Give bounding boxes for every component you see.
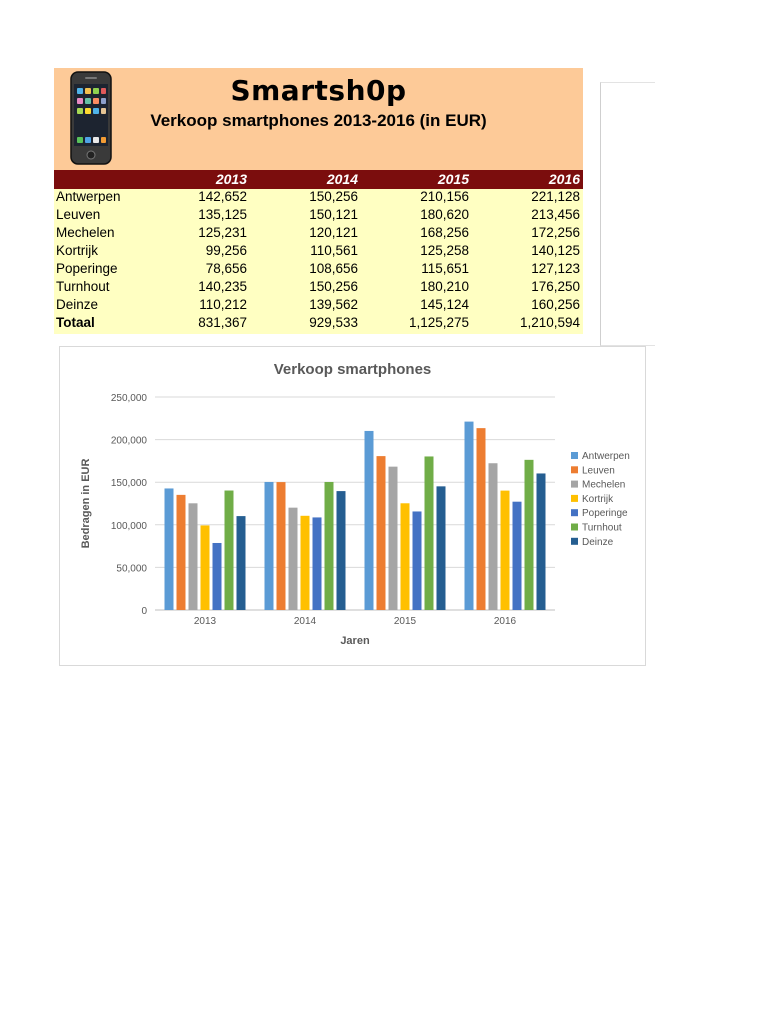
table-row [54, 189, 583, 207]
bar-kortrijk-2013 [201, 525, 210, 610]
bar-leuven-2015 [377, 456, 386, 610]
cell-value: 120,121 [309, 225, 358, 240]
legend-label: Kortrijk [582, 493, 614, 505]
bar-mechelen-2016 [489, 463, 498, 610]
table-row [54, 261, 583, 279]
cell-value: 115,651 [421, 261, 469, 276]
sheet-title: Smartsh0p [230, 74, 407, 107]
x-tick-label: 2014 [293, 616, 317, 627]
cell-value: 180,620 [420, 207, 469, 222]
bar-antwerpen-2016 [465, 422, 474, 610]
cell-value: 1,210,594 [519, 315, 580, 330]
cell-value: 78,656 [205, 261, 247, 276]
cell-value: 99,256 [205, 243, 247, 258]
bar-kortrijk-2014 [301, 516, 310, 610]
row-name: Poperinge [56, 261, 118, 276]
year-header-row [54, 170, 583, 189]
cell-value: 142,652 [198, 189, 247, 204]
year-header-2013: 2013 [215, 171, 247, 187]
legend-label: Turnhout [582, 522, 622, 534]
row-name: Turnhout [56, 279, 110, 294]
table-row [54, 207, 583, 225]
year-header-2014: 2014 [326, 171, 358, 187]
legend-swatch [571, 495, 578, 502]
chart-title: Verkoop smartphones [273, 361, 432, 378]
bar-leuven-2016 [477, 428, 486, 610]
y-tick-label: 0 [141, 606, 147, 617]
bar-kortrijk-2015 [401, 503, 410, 610]
cell-value: 140,125 [531, 243, 580, 258]
y-tick-label: 50,000 [116, 563, 147, 575]
y-axis-label: Bedragen in EUR [80, 458, 92, 549]
bar-antwerpen-2013 [165, 488, 174, 610]
bar-poperinge-2016 [513, 502, 522, 610]
legend-label: Poperinge [582, 508, 628, 520]
cell-value: 150,121 [309, 207, 358, 222]
bar-deinze-2013 [237, 516, 246, 610]
legend-label: Deinze [582, 536, 614, 548]
total-row [54, 315, 583, 333]
cell-value: 127,123 [531, 261, 580, 276]
cell-value: 176,250 [531, 279, 580, 294]
legend-swatch [571, 452, 578, 459]
legend-label: Leuven [582, 465, 615, 477]
legend-swatch [571, 509, 578, 516]
cell-value: 110,212 [199, 297, 247, 312]
cell-value: 831,367 [198, 315, 247, 330]
row-name: Leuven [56, 207, 101, 222]
bar-antwerpen-2014 [265, 482, 274, 610]
y-tick-label: 200,000 [110, 435, 147, 447]
legend-swatch [571, 466, 578, 473]
cell-value: 929,533 [309, 315, 358, 330]
cell-value: 125,231 [198, 225, 247, 240]
table-row [54, 243, 583, 261]
bar-mechelen-2015 [389, 467, 398, 610]
bar-turnhout-2015 [425, 456, 434, 610]
x-axis-label: Jaren [340, 635, 370, 647]
bar-antwerpen-2015 [365, 431, 374, 610]
bar-poperinge-2014 [313, 517, 322, 610]
cell-value: 160,256 [531, 297, 580, 312]
row-name: Kortrijk [56, 243, 99, 258]
cell-value: 180,210 [420, 279, 469, 294]
bar-leuven-2014 [277, 482, 286, 610]
cell-value: 110,561 [310, 243, 358, 258]
data-table [54, 189, 583, 334]
row-name: Mechelen [56, 225, 115, 240]
y-tick-label: 150,000 [110, 478, 147, 490]
bar-turnhout-2016 [525, 460, 534, 610]
bar-turnhout-2014 [325, 482, 334, 610]
y-tick-label: 100,000 [110, 520, 147, 532]
cell-value: 135,125 [198, 207, 247, 222]
year-header-2016: 2016 [548, 171, 580, 187]
table-row [54, 297, 583, 315]
x-tick-label: 2015 [393, 616, 417, 627]
sheet-header [54, 68, 583, 170]
cell-value: 125,258 [420, 243, 469, 258]
row-name: Deinze [56, 297, 99, 312]
cell-value: 168,256 [420, 225, 469, 240]
row-name: Totaal [56, 315, 95, 330]
legend-label: Antwerpen [582, 451, 630, 462]
cell-value: 1,125,275 [408, 315, 469, 330]
cell-value: 140,235 [198, 279, 247, 294]
row-name: Antwerpen [56, 189, 121, 204]
cell-value: 139,562 [309, 297, 358, 312]
cell-value: 221,128 [531, 189, 580, 204]
sheet-subtitle: Verkoop smartphones 2013-2016 (in EUR) [150, 111, 487, 130]
table-row [54, 225, 583, 243]
side-frame [600, 82, 655, 346]
cell-value: 150,256 [309, 279, 358, 294]
x-tick-label: 2016 [493, 616, 517, 627]
bar-poperinge-2013 [213, 543, 222, 610]
cell-value: 210,156 [420, 189, 469, 204]
bar-deinze-2014 [337, 491, 346, 610]
bar-deinze-2015 [437, 486, 446, 610]
legend-swatch [571, 481, 578, 488]
legend-swatch [571, 538, 578, 545]
bar-mechelen-2013 [189, 503, 198, 610]
cell-value: 150,256 [309, 189, 358, 204]
chart-area[interactable] [59, 346, 646, 666]
bar-leuven-2013 [177, 495, 186, 610]
cell-value: 108,656 [309, 261, 358, 276]
bar-turnhout-2013 [225, 491, 234, 610]
cell-value: 213,456 [531, 207, 580, 222]
table-row [54, 279, 583, 297]
bar-mechelen-2014 [289, 508, 298, 610]
legend-label: Mechelen [582, 479, 626, 491]
legend-swatch [571, 524, 578, 531]
y-tick-label: 250,000 [110, 393, 147, 404]
bar-deinze-2016 [537, 473, 546, 610]
bar-chart [60, 347, 645, 665]
cell-value: 172,256 [531, 225, 580, 240]
bar-poperinge-2015 [413, 511, 422, 610]
bar-kortrijk-2016 [501, 491, 510, 610]
x-tick-label: 2013 [193, 616, 217, 627]
year-header-2015: 2015 [437, 171, 469, 187]
cell-value: 145,124 [420, 297, 469, 312]
